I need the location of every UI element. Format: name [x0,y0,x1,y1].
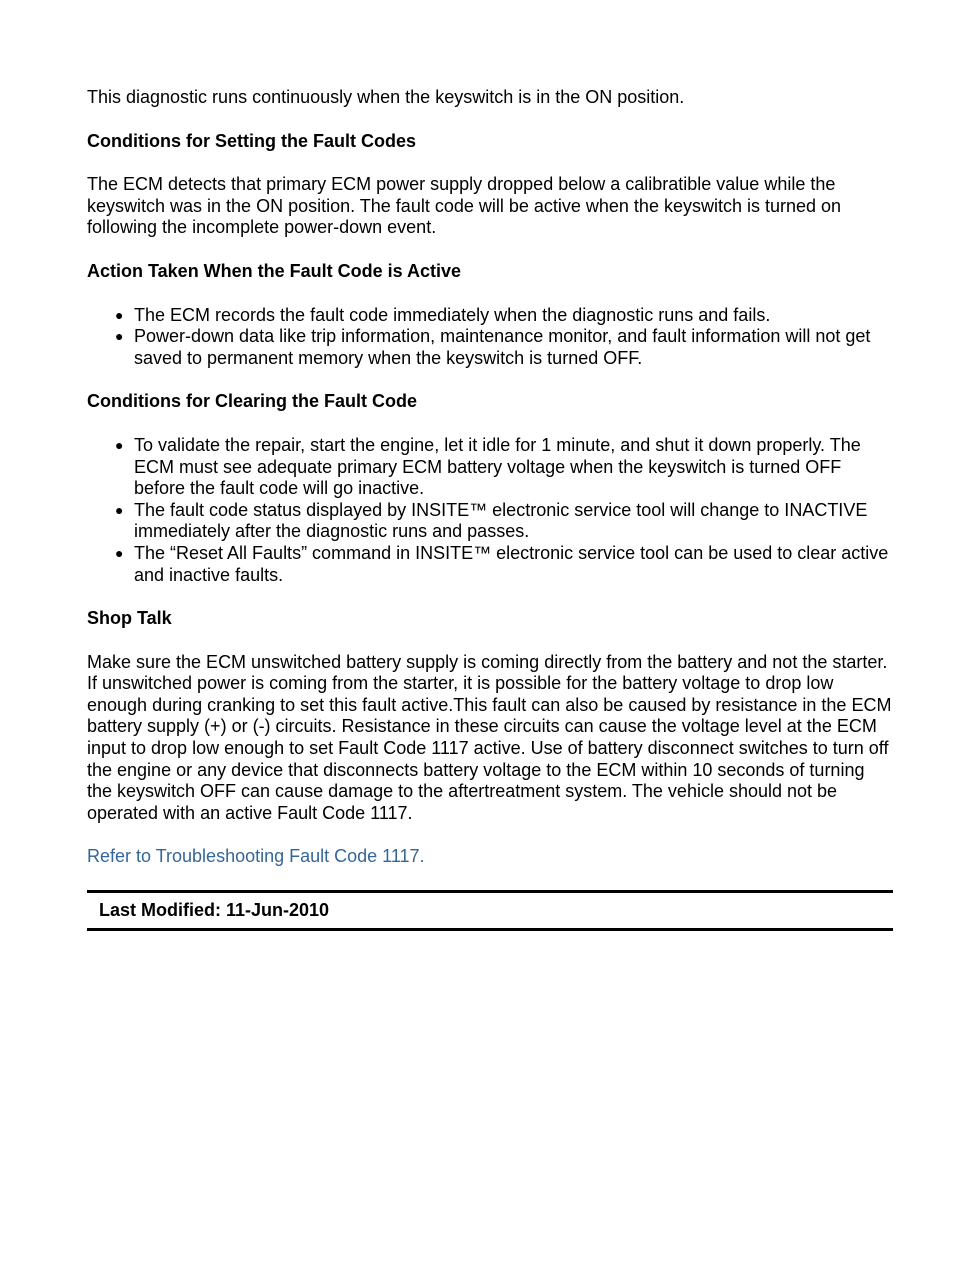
clearing-list [87,435,893,586]
list-item [115,326,893,369]
list-item [115,434,893,500]
bullet-icon: ● [115,328,124,345]
bullet-icon: ● [115,501,124,518]
action-list [87,305,893,370]
bullet-icon: ● [115,306,124,323]
action-heading: Action Taken When the Fault Code is Active [87,260,462,281]
setting-paragraph: The ECM detects that primary ECM power supply dropped below a calibratible value while the keyswitch was in the ON position. The fault code will be active when the keyswitch is turned on following the incomplete power-down event. [87,174,842,238]
list-item [115,542,893,586]
setting-heading: Conditions for Setting the Fault Codes [87,130,416,151]
list-item [115,499,893,543]
shop-talk-paragraph: Make sure the ECM unswitched battery supply is coming directly from the battery and not the starter. If unswitched power is coming from the starter, it is possible for the battery voltage to drop low enough during cranking to set this fault active.This fault can also be caused by resistance in the ECM battery supply (+) or (-) circuits. Resistance in these circuits can cause the voltage level at the ECM input to drop low enough to set Fault Code 1117 active. Use of battery disconnect switches to turn off the engine or any device that disconnects battery voltage to the ECM within 10 seconds of turning the keyswitch OFF can cause damage to the aftertreatment system. The vehicle should not be operated with an active Fault Code 1117. [87,651,892,823]
list-item-text: Power-down data like trip information, maintenance monitor, and fault information will not get saved to permanent memory when the keyswitch is turned OFF. [134,326,871,368]
list-item-text: To validate the repair, start the engine, let it idle for 1 minute, and shut it down properly. The ECM must see adequate primary ECM battery voltage when the keyswitch is turned OFF before the fault code will go inactive. [134,434,861,499]
bullet-icon: ● [115,544,124,561]
document-page [87,87,893,931]
list-item-text: The fault code status displayed by INSITE™ electronic service tool will change to INACTIVE immediately after the diagnostic runs and passes. [134,499,868,542]
last-modified-footer [87,890,893,931]
list-item-text: The “Reset All Faults” command in INSITE™ electronic service tool can be used to clear active and inactive faults. [134,542,889,585]
shop-talk-heading: Shop Talk [87,608,172,629]
list-item-text: The ECM records the fault code immediately when the diagnostic runs and fails. [134,304,771,325]
clearing-heading: Conditions for Clearing the Fault Code [87,391,417,412]
bullet-icon: ● [115,436,124,453]
intro-paragraph: This diagnostic runs continuously when the keyswitch is in the ON position. [87,87,685,107]
list-item [115,304,893,327]
last-modified-text: Last Modified: 11-Jun-2010 [99,900,330,921]
troubleshooting-link[interactable]: Refer to Troubleshooting Fault Code 1117. [87,846,425,867]
reference-paragraph [87,846,893,868]
